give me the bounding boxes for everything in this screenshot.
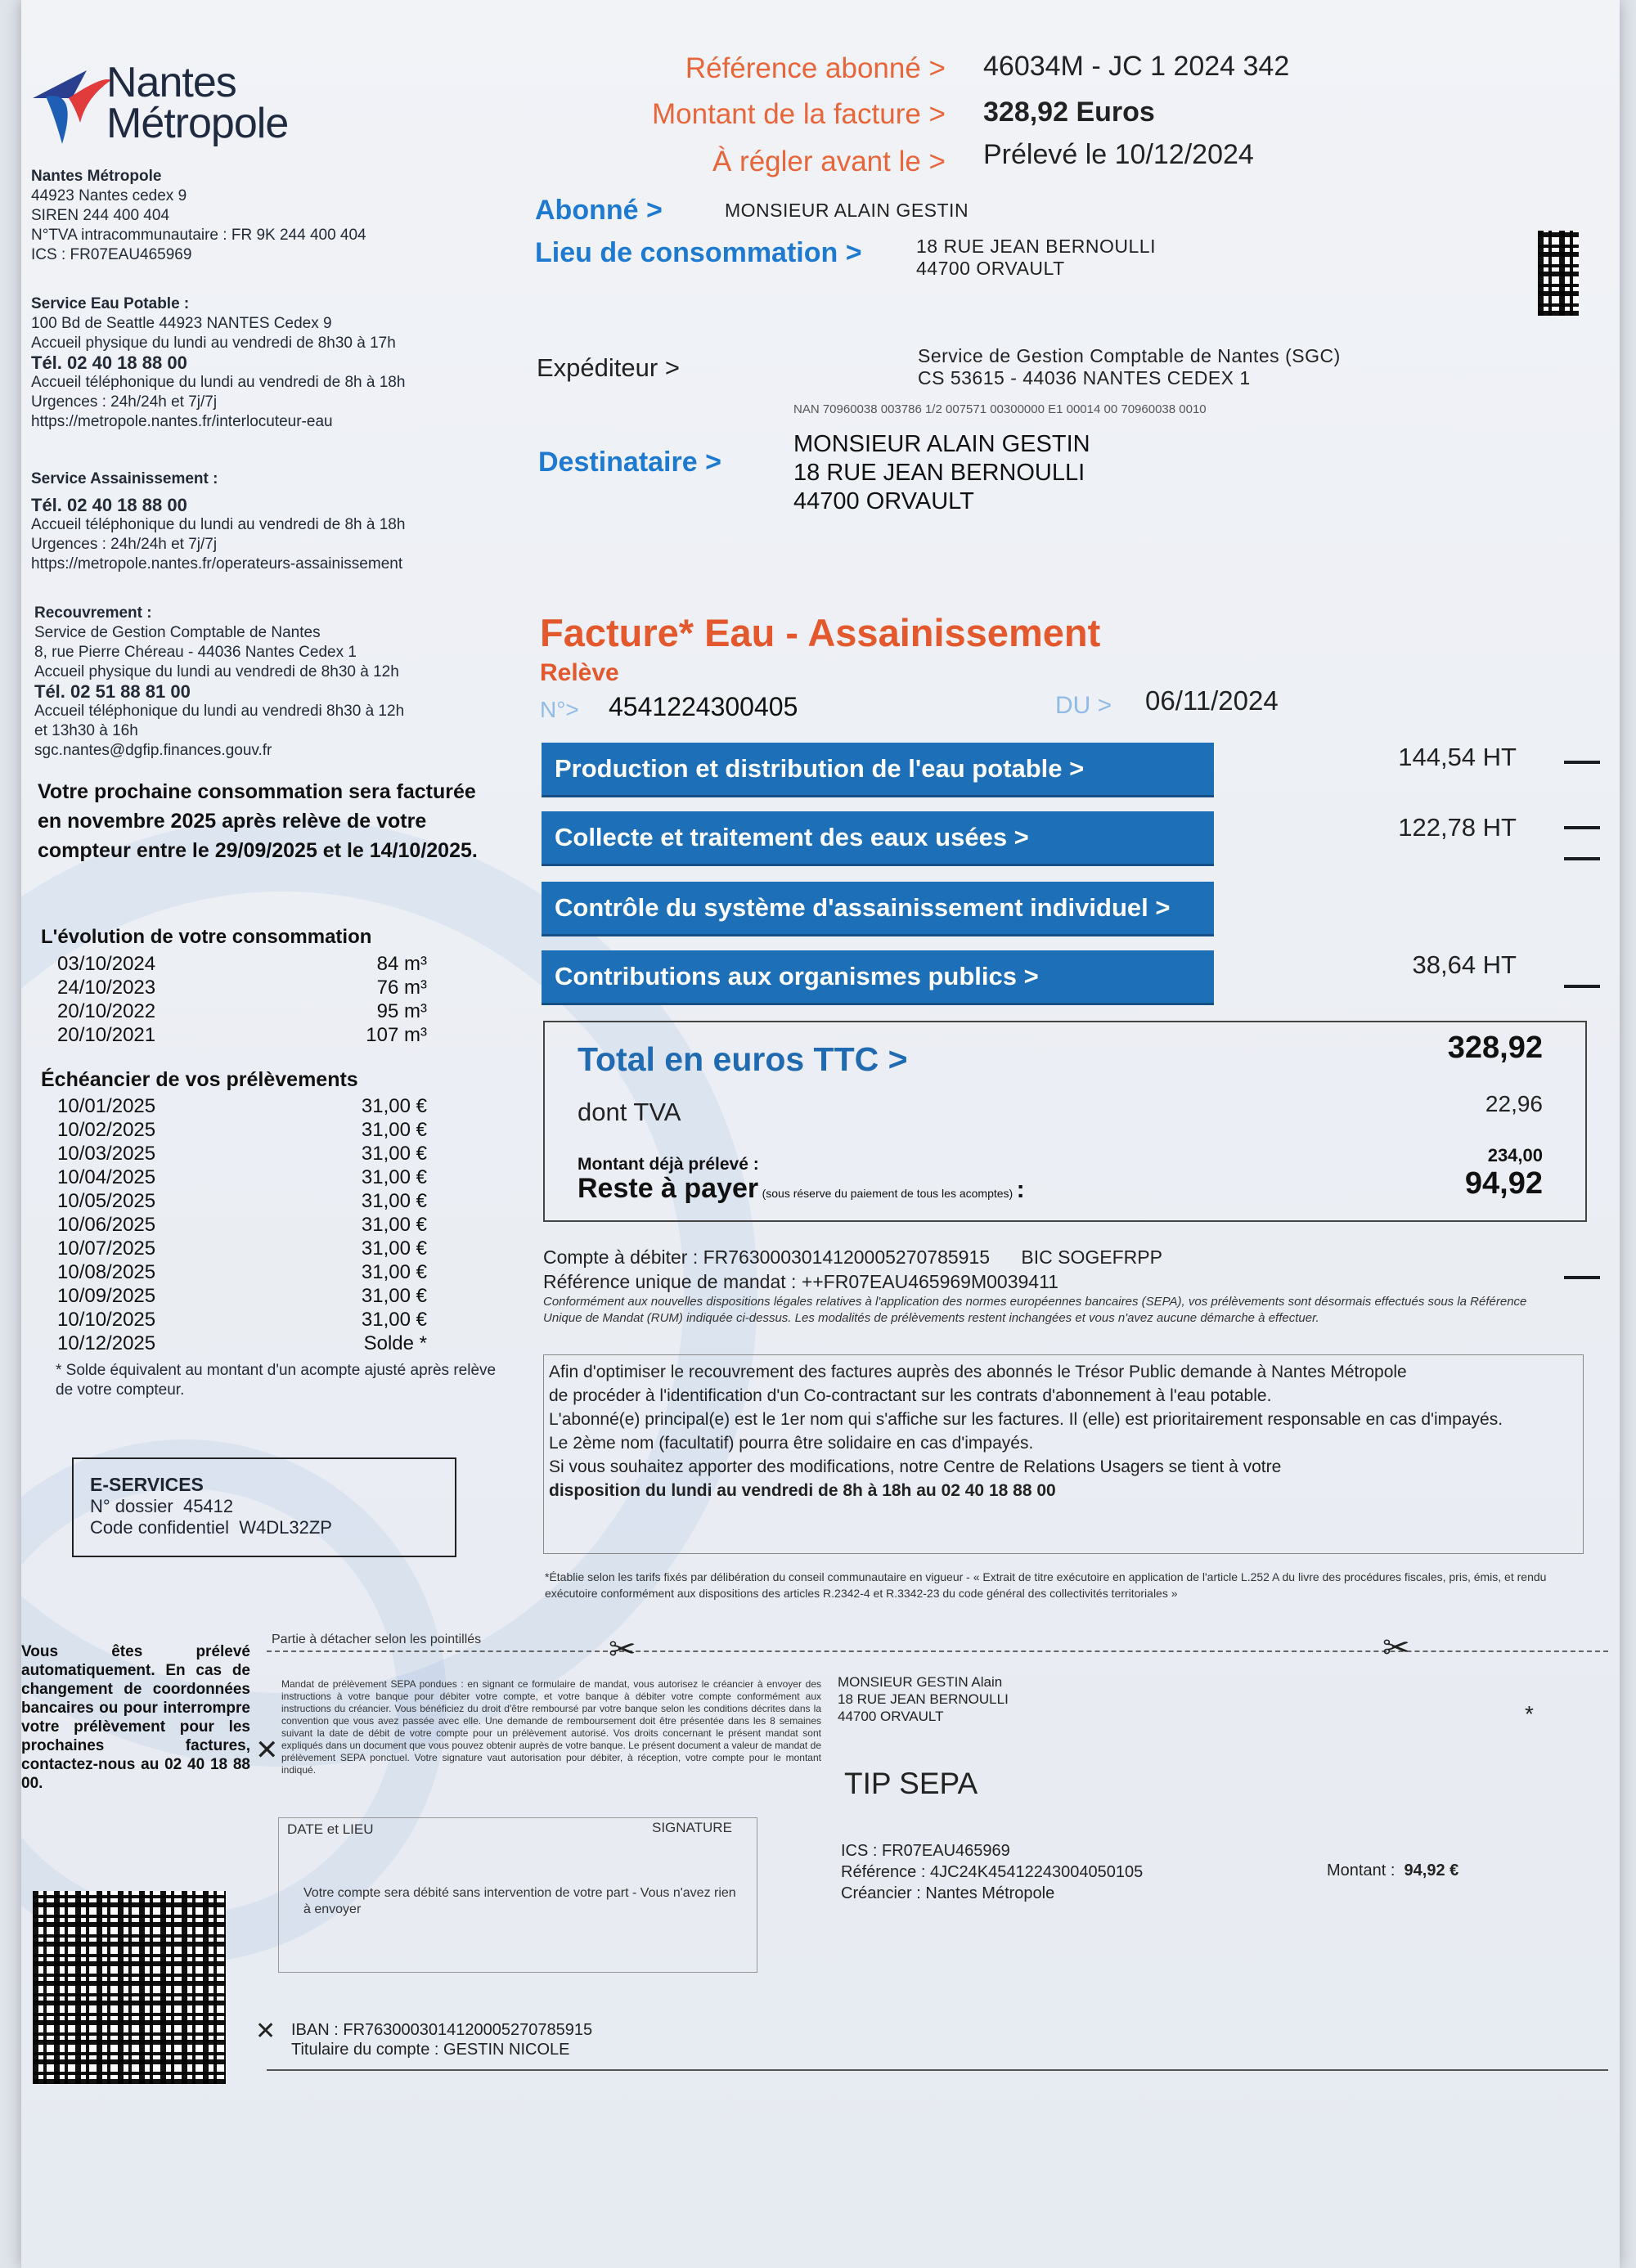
reference-label: Référence abonné > bbox=[685, 52, 946, 84]
due-date-value: Prélevé le 10/12/2024 bbox=[983, 139, 1254, 170]
fold-mark bbox=[1564, 1276, 1600, 1279]
total-label: Total en euros TTC > bbox=[578, 1040, 908, 1078]
amount-wastewater: 122,78 HT bbox=[1398, 813, 1517, 842]
already-paid-label: Montant déjà prélevé : bbox=[578, 1155, 759, 1174]
tip-amount: Montant : 94,92 € bbox=[1327, 1862, 1459, 1880]
org-block: Nantes Métropole 44923 Nantes cedex 9 SIREN 244 400 404 N°TVA intracommunautaire : FR 9K 244 400 404 ICS : FR07EAU465969 bbox=[31, 168, 366, 263]
section-water-production: Production et distribution de l'eau potable > bbox=[542, 743, 1214, 795]
consumption-table bbox=[57, 952, 427, 1047]
already-paid-value: 234,00 bbox=[1487, 1145, 1543, 1165]
consumption-title: L'évolution de votre consommation bbox=[41, 926, 372, 948]
sender-address: Service de Gestion Comptable de Nantes (SGC) CS 53615 - 44036 NANTES CEDEX 1 bbox=[918, 345, 1341, 388]
table-row: 10/01/2025 31,00 € bbox=[57, 1095, 427, 1117]
total-value: 328,92 bbox=[1447, 1031, 1543, 1065]
remaining-line: Reste à payer (sous réserve du paiement de tous les acomptes) : bbox=[578, 1173, 1025, 1204]
tip-sepa-title: TIP SEPA bbox=[844, 1767, 978, 1800]
section-wastewater: Collecte et traitement des eaux usées > bbox=[542, 811, 1214, 864]
consumption-place-address: 18 RUE JEAN BERNOULLI 44700 ORVAULT bbox=[916, 236, 1156, 279]
invoice-date-value: 06/11/2024 bbox=[1145, 685, 1279, 716]
signature-label: SIGNATURE bbox=[652, 1820, 732, 1835]
date-place-label: DATE et LIEU bbox=[287, 1821, 374, 1837]
legal-note: *Établie selon les tarifs fixés par délibération du conseil communautaire en vigueur - « Extrait de titre exécutoire en application de l'article L.252 A du livre des procédures fiscales, pris, émis, et rendu exécutoire conformément aux dispositions des articles R.2342-4 et R.3342-23 du code général des collectivités territoriales » bbox=[545, 1570, 1547, 1600]
datamatrix-icon bbox=[1538, 231, 1579, 316]
recipient-address: MONSIEUR ALAIN GESTIN 18 RUE JEAN BERNOULLI 44700 ORVAULT bbox=[793, 431, 1090, 514]
table-row: 20/10/2021 107 m³ bbox=[57, 1024, 427, 1046]
table-row: 10/08/2025 31,00 € bbox=[57, 1261, 427, 1283]
invoice-amount-label: Montant de la facture > bbox=[652, 98, 946, 130]
cross-mark-icon: ✕ bbox=[255, 1735, 279, 1766]
table-row: 10/02/2025 31,00 € bbox=[57, 1119, 427, 1141]
remaining-value: 94,92 bbox=[1464, 1166, 1543, 1201]
sanitation-service-block: Service Assainissement : Tél. 02 40 18 88 00 Accueil téléphonique du lundi au vendredi de 8h à 18h Urgences : 24h/24h et 7j/7j https://metropole.nantes.fr/operateurs-assainissement bbox=[31, 470, 406, 573]
section-public-contributions: Contributions aux organismes publics > bbox=[542, 950, 1214, 1003]
debit-info-note: Votre compte sera débité sans intervention de votre part - Vous n'avez rien à envoyer bbox=[303, 1886, 736, 1916]
recipient-label: Destinataire > bbox=[538, 447, 721, 478]
invoice-date-label: DU > bbox=[1055, 692, 1112, 719]
due-date-label: À régler avant le > bbox=[712, 146, 946, 177]
table-row: 24/10/2023 76 m³ bbox=[57, 977, 427, 999]
reference-value: 46034M - JC 1 2024 342 bbox=[983, 51, 1290, 82]
fold-mark bbox=[1564, 826, 1600, 829]
invoice-number-label: N°> bbox=[540, 697, 579, 722]
tip-baseline bbox=[267, 2069, 1608, 2071]
invoice-subtitle: Relève bbox=[540, 659, 619, 686]
table-row: 10/05/2025 31,00 € bbox=[57, 1190, 427, 1212]
invoice-amount-value: 328,92 Euros bbox=[983, 97, 1155, 128]
payer-address: MONSIEUR GESTIN Alain 18 RUE JEAN BERNOULLI 44700 ORVAULT bbox=[838, 1674, 1009, 1724]
next-reading-notice: Votre prochaine consommation sera facturée en novembre 2025 après relève de votre compteur entre le 29/09/2025 et le 14/10/2025. bbox=[38, 780, 478, 862]
table-row: 10/06/2025 31,00 € bbox=[57, 1214, 427, 1236]
fold-mark bbox=[1564, 761, 1600, 764]
schedule-footnote: * Solde équivalent au montant d'un acompte ajusté après relève de votre compteur. bbox=[56, 1362, 497, 1399]
tip-star: * bbox=[1525, 1701, 1534, 1727]
table-row: 10/12/2025 Solde * bbox=[57, 1332, 427, 1354]
creditor-info: ICS : FR07EAU465969 Référence : 4JC24K45412243004050105 Créancier : Nantes Métropole bbox=[841, 1842, 1144, 1902]
table-row: 10/10/2025 31,00 € bbox=[57, 1309, 427, 1331]
schedule-table bbox=[57, 1094, 427, 1355]
fold-mark bbox=[1564, 985, 1600, 988]
sender-label: Expéditeur > bbox=[537, 353, 680, 382]
eservices-box: E-SERVICES N° dossier 45412 Code confidentiel W4DL32ZP bbox=[72, 1457, 456, 1557]
invoice-page bbox=[21, 0, 1620, 2268]
detach-label: Partie à détacher selon les pointillés bbox=[272, 1633, 482, 1646]
signature-area bbox=[278, 1817, 757, 1973]
table-row: 03/10/2024 84 m³ bbox=[57, 953, 427, 975]
consumption-place-label: Lieu de consommation > bbox=[535, 237, 862, 268]
subscriber-value: MONSIEUR ALAIN GESTIN bbox=[725, 200, 969, 221]
section-individual-sanitation: Contrôle du système d'assainissement individuel > bbox=[542, 882, 1214, 934]
table-row: 20/10/2022 95 m³ bbox=[57, 1000, 427, 1022]
debit-account-line: Compte à débiter : FR7630003014120005270785915 BIC SOGEFRPP bbox=[543, 1246, 1162, 1268]
subscriber-label: Abonné > bbox=[535, 195, 663, 226]
vat-value: 22,96 bbox=[1485, 1091, 1543, 1116]
schedule-title: Échéancier de vos prélèvements bbox=[41, 1068, 358, 1091]
scissors-icon: ✂ bbox=[609, 1632, 636, 1668]
fold-mark bbox=[1564, 857, 1600, 860]
vat-label: dont TVA bbox=[578, 1098, 681, 1126]
sepa-mandate-text: Mandat de prélèvement SEPA pondues : en signant ce formulaire de mandat, vous autorisez le créancier à envoyer des instructions à votre banque pour débiter votre compte, et votre banque à débiter votre compte conformément aux instructions du créancier. Vous bénéficiez du droit d'être remboursé par votre banque selon les conditions décrites dans la convention que vous avez passée avec elle. Une demande de remboursement doit être présentée dans les 8 semaines suivant la date de débit de votre compte pour un prélèvement autorisé. Vos droits concernant le présent mandat sont expliqués dans un document que vous pouvez obtenir auprès de votre banque. Le présent document a valeur de mandat de prélèvement SEPA ponctuel. Votre signature vaut autorisation pour débiter, à réception, votre compte pour le montant indiqué. bbox=[281, 1678, 821, 1776]
postal-code-line: NAN 70960038 003786 1/2 007571 00300000 E1 00014 00 70960038 0010 bbox=[793, 402, 1207, 416]
table-row: 10/04/2025 31,00 € bbox=[57, 1166, 427, 1188]
payment-datamatrix-icon bbox=[33, 1891, 226, 2084]
iban-block: IBAN : FR7630003014120005270785915 Titulaire du compte : GESTIN NICOLE bbox=[291, 2021, 593, 2059]
amount-water-production: 144,54 HT bbox=[1398, 743, 1517, 771]
table-row: 10/07/2025 31,00 € bbox=[57, 1237, 427, 1260]
invoice-title: Facture* Eau - Assainissement bbox=[540, 611, 1101, 654]
table-row: 10/03/2025 31,00 € bbox=[57, 1143, 427, 1165]
sepa-note: Conformément aux nouvelles dispositions légales relatives à l'application des normes européennes bancaires (SEPA), vos prélèvements sont désormais effectués sous la Référence Unique de Mandat (RUM) indiquée ci-dessus. Les modalités de prélèvements restent inchangées et vous n'avez aucune démarche à effectuer. bbox=[543, 1295, 1527, 1325]
invoice-number-value: 4541224300405 bbox=[609, 692, 798, 721]
mandate-reference-line: Référence unique de mandat : ++FR07EAU465969M0039411 bbox=[543, 1271, 1058, 1292]
direct-debit-note: Vous êtes prélevé automatiquement. En cas de changement de coordonnées bancaires ou pour interrompre votre prélèvement pour les prochaines factures, contactez-nous au 02 40 18 88 00. bbox=[21, 1643, 250, 1792]
scissors-icon: ✂ bbox=[1382, 1630, 1410, 1666]
amount-public-contributions: 38,64 HT bbox=[1412, 950, 1517, 979]
brand-name: Nantes Métropole bbox=[106, 59, 289, 147]
water-service-block: Service Eau Potable : 100 Bd de Seattle 44923 NANTES Cedex 9 Accueil physique du lundi au vendredi de 8h30 à 17h Tél. 02 40 18 88 00 Accueil téléphonique du lundi au vendredi de 8h à 18h Urgences : 24h/24h et 7j/7j https://metropole.nantes.fr/interlocuteur-eau bbox=[31, 295, 406, 430]
recovery-block: Recouvrement : Service de Gestion Comptable de Nantes 8, rue Pierre Chéreau - 44036 Nantes Cedex 1 Accueil physique du lundi au vendredi de 8h30 à 12h Tél. 02 51 88 81 00 Accueil téléphonique du lundi au vendredi 8h30 à 12h et 13h30 à 16h sgc.nantes@dgfip.finances.gouv.fr bbox=[34, 604, 405, 759]
total-box bbox=[543, 1021, 1587, 1222]
table-row: 10/09/2025 31,00 € bbox=[57, 1285, 427, 1307]
co-contractant-info-box: Afin d'optimiser le recouvrement des factures auprès des abonnés le Trésor Public demande à Nantes Métropole de procéder à l'identification d'un Co-contractant sur les contrats d'abonnement à l'eau potable. L'abonné(e) principal(e) est le 1er nom qui s'affiche sur les factures. Il (elle) est prioritairement responsable en cas d'impayés. Le 2ème nom (facultatif) pourra être solidaire en cas d'impayés. Si vous souhaitez apporter des modifications, notre Centre de Relations Usagers se tient à votre disposition du lundi au vendredi de 8h à 18h au 02 40 18 88 00 bbox=[543, 1354, 1584, 1554]
cross-mark-icon: ✕ bbox=[255, 2018, 276, 2045]
